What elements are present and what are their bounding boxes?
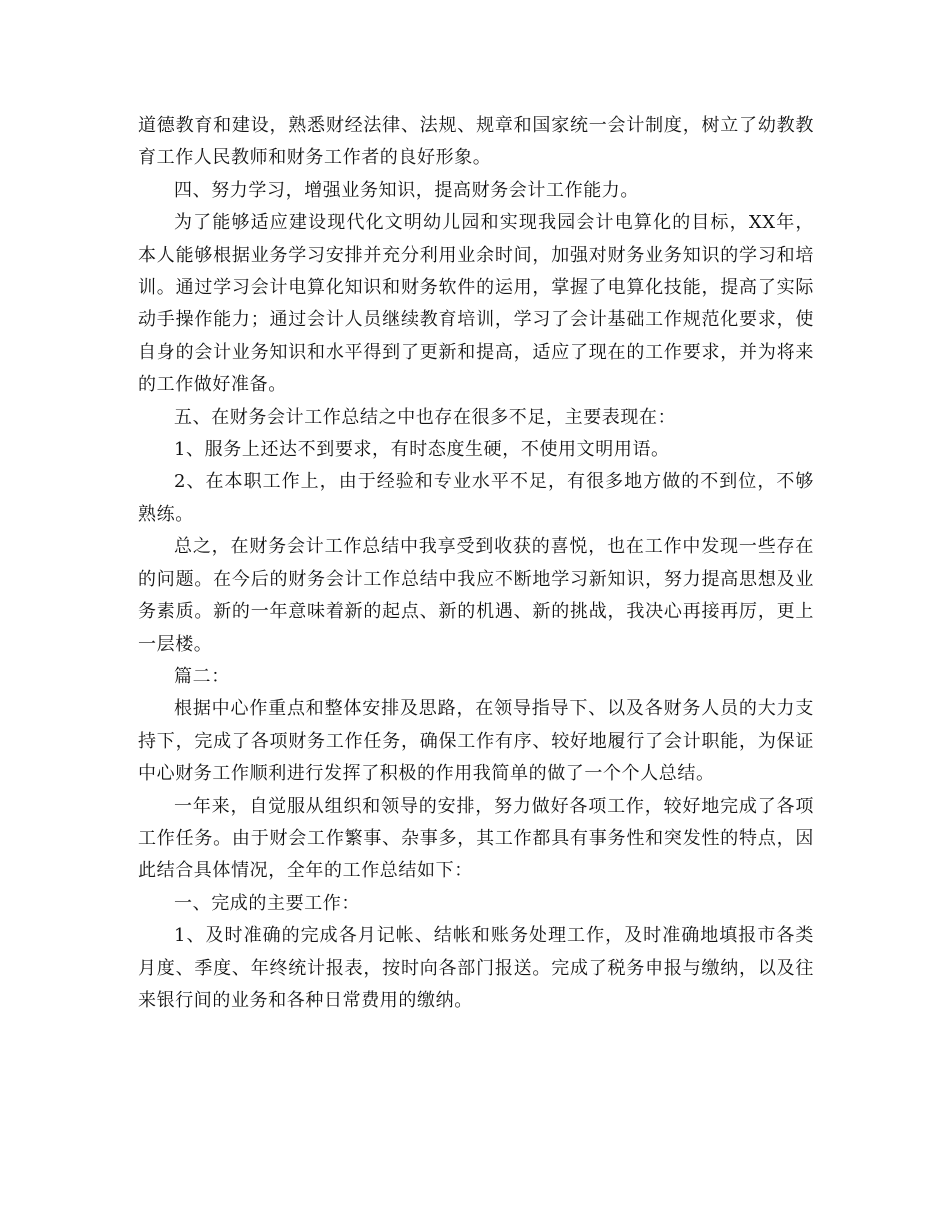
document-body bbox=[138, 110, 814, 1017]
paragraph: 总之，在财务会计工作总结中我享受到收获的喜悦，也在工作中发现一些存在的问题。在今后的财务会计工作总结中我应不断地学习新知识，努力提高思想及业务素质。新的一年意味着新的起点、新的机遇、新的挑战，我决心再接再厉，更上一层楼。 bbox=[138, 536, 814, 655]
paragraph-list-item: 1、及时准确的完成各月记帐、结帐和账务处理工作，及时准确地填报市各类月度、季度、年终统计报表，按时向各部门报送。完成了税务申报与缴纳，以及往来银行间的业务和各种日常费用的缴纳。 bbox=[138, 925, 814, 1011]
paragraph-heading-5: 五、在财务会计工作总结之中也存在很多不足，主要表现在： bbox=[174, 406, 677, 428]
paragraph-heading-4: 四、努力学习，增强业务知识，提高财务会计工作能力。 bbox=[174, 179, 639, 201]
paragraph-continued: 道德教育和建设，熟悉财经法律、法规、规章和国家统一会计制度，树立了幼教教育工作人民教师和财务工作者的良好形象。 bbox=[138, 115, 814, 169]
paragraph-list-item: 1、服务上还达不到要求，有时态度生硬，不使用文明用语。 bbox=[174, 439, 670, 461]
paragraph: 为了能够适应建设现代化文明幼儿园和实现我园会计电算化的目标，XX年，本人能够根据业务学习安排并充分利用业余时间，加强对财务业务知识的学习和培训。通过学习会计电算化知识和财务软件的运用，掌握了电算化技能，提高了实际动手操作能力；通过会计人员继续教育培训，学习了会计基础工作规范化要求，使自身的会计业务知识和水平得到了更新和提高，适应了现在的工作要求，并为将来的工作做好准备。 bbox=[138, 212, 814, 396]
paragraph: 一年来，自觉服从组织和领导的安排，努力做好各项工作，较好地完成了各项工作任务。由于财会工作繁事、杂事多，其工作都具有事务性和突发性的特点，因此结合具体情况，全年的工作总结如下： bbox=[138, 795, 814, 882]
section-label: 篇二： bbox=[174, 665, 230, 687]
paragraph-list-item: 2、在本职工作上，由于经验和专业水平不足，有很多地方做的不到位，不够熟练。 bbox=[138, 471, 814, 525]
paragraph-heading-1: 一、完成的主要工作： bbox=[174, 892, 360, 914]
paragraph: 根据中心作重点和整体安排及思路，在领导指导下、以及各财务人员的大力支持下，完成了各项财务工作任务，确保工作有序、较好地履行了会计职能，为保证中心财务工作顺利进行发挥了积极的作用我简单的做了一个个人总结。 bbox=[138, 698, 814, 785]
